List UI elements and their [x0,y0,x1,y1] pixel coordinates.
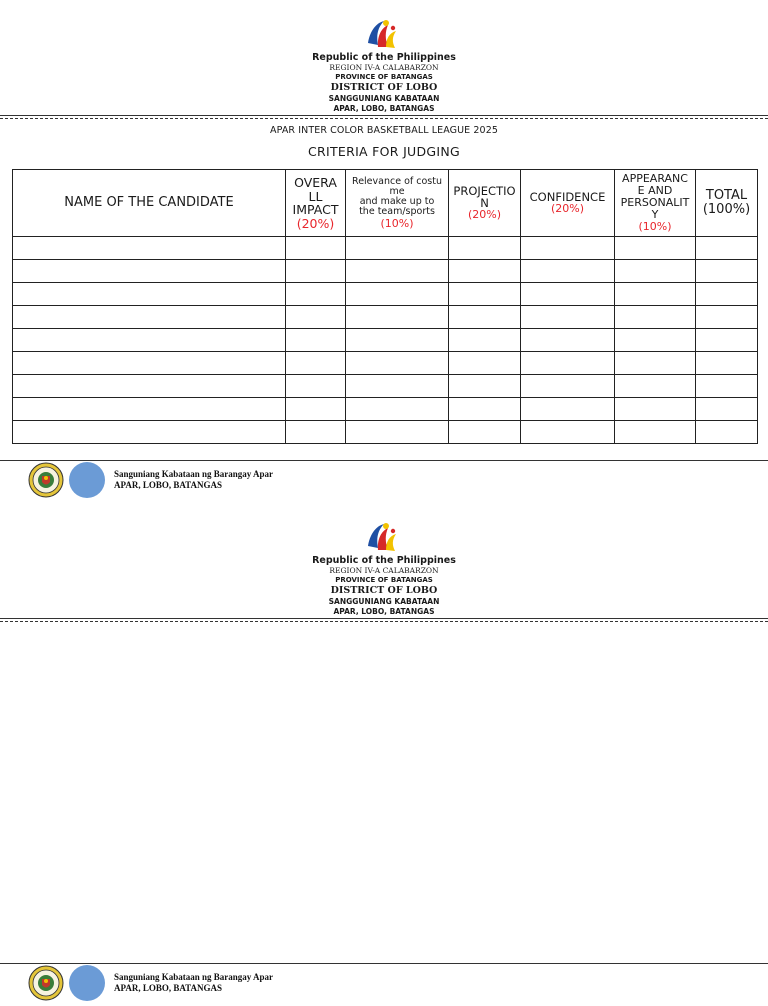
score-cell[interactable] [286,306,346,329]
col-header-projection [449,170,521,237]
score-cell[interactable] [615,260,696,283]
candidate-name-cell[interactable] [13,421,286,444]
score-cell[interactable] [346,398,449,421]
header-address: APAR, LOBO, BATANGAS [333,104,435,113]
col-label: OVERA LL IMPACT [292,175,339,217]
col-header-candidate [13,170,286,237]
header-republic: Republic of the Philippines [312,52,456,63]
score-cell[interactable] [346,329,449,352]
table-row [13,329,758,352]
score-cell[interactable] [449,329,521,352]
score-cell[interactable] [696,237,758,260]
criteria-table-body [13,237,758,444]
col-weight: (10%) [638,219,672,233]
score-cell[interactable] [346,421,449,444]
col-weight: (20%) [467,208,502,222]
table-row [13,306,758,329]
score-cell[interactable] [449,237,521,260]
score-cell[interactable] [449,375,521,398]
event-title: APAR INTER COLOR BASKETBALL LEAGUE 2025 [270,125,498,136]
score-cell[interactable] [696,283,758,306]
col-label: TOTAL (100%) [702,187,751,217]
score-cell[interactable] [521,237,615,260]
score-cell[interactable] [615,237,696,260]
col-header-relevance [346,170,449,237]
score-cell[interactable] [521,306,615,329]
col-header-confidence [521,170,615,237]
candidate-name-cell[interactable] [13,306,286,329]
col-label: NAME OF THE CANDIDATE [64,194,234,210]
col-header-total [696,170,758,237]
footer-address: APAR, LOBO, BATANGAS [114,480,223,490]
score-cell[interactable] [346,283,449,306]
footer-sk-name: Sanguniang Kabataan ng Barangay Apar [114,972,274,982]
col-label: APPEARANC E AND PERSONALIT Y [620,172,690,221]
score-cell[interactable] [521,398,615,421]
score-cell[interactable] [286,398,346,421]
score-cell[interactable] [346,375,449,398]
score-cell[interactable] [449,398,521,421]
criteria-table [12,169,758,444]
score-cell[interactable] [521,283,615,306]
footer-address: APAR, LOBO, BATANGAS [114,983,223,993]
header-sk: SANGGUNIANG KABATAAN [328,94,440,103]
candidate-name-cell[interactable] [13,329,286,352]
score-cell[interactable] [449,306,521,329]
col-label: Relevance of costu me and make up to the team/sports [352,175,442,218]
header-address: APAR, LOBO, BATANGAS [333,607,435,616]
score-cell[interactable] [449,283,521,306]
header-sk: SANGGUNIANG KABATAAN [328,597,440,606]
score-cell[interactable] [346,260,449,283]
score-cell[interactable] [286,260,346,283]
col-label: CONFIDENCE [529,189,606,204]
col-label: PROJECTIO N [453,183,516,211]
score-cell[interactable] [521,329,615,352]
score-cell[interactable] [346,306,449,329]
score-cell[interactable] [615,421,696,444]
score-cell[interactable] [449,421,521,444]
bagong-pilipinas-logo [364,17,400,53]
candidate-name-cell[interactable] [13,283,286,306]
candidate-name-cell[interactable] [13,398,286,421]
header-province: PROVINCE OF BATANGAS [335,576,433,584]
blue-circle-logo-icon [69,462,105,498]
sk-barangay-seal-icon [28,462,64,498]
footer-divider [0,460,768,461]
header-republic: Republic of the Philippines [312,555,456,566]
score-cell[interactable] [696,421,758,444]
table-row [13,283,758,306]
footer-divider [0,963,768,964]
sk-barangay-seal-icon [28,965,64,1001]
table-row [13,375,758,398]
candidate-name-cell[interactable] [13,237,286,260]
table-row [13,421,758,444]
table-row [13,398,758,421]
bagong-pilipinas-logo [364,520,400,556]
table-row [13,352,758,375]
candidate-name-cell[interactable] [13,260,286,283]
header-region: REGION IV-A CALABARZON [329,566,439,575]
score-cell[interactable] [696,306,758,329]
score-cell[interactable] [696,375,758,398]
header-district: DISTRICT OF LOBO [330,82,438,93]
score-cell[interactable] [615,329,696,352]
score-cell[interactable] [521,260,615,283]
score-cell[interactable] [615,352,696,375]
col-header-appearance [615,170,696,237]
score-cell[interactable] [449,352,521,375]
footer-sk-name: Sanguniang Kabataan ng Barangay Apar [114,469,274,479]
score-cell[interactable] [286,237,346,260]
score-cell[interactable] [696,352,758,375]
score-cell[interactable] [286,352,346,375]
header-province: PROVINCE OF BATANGAS [335,73,433,81]
score-cell[interactable] [449,260,521,283]
score-cell[interactable] [615,398,696,421]
table-row [13,237,758,260]
col-weight: (20%) [550,202,585,216]
header-district: DISTRICT OF LOBO [330,585,438,596]
score-cell[interactable] [615,375,696,398]
score-cell[interactable] [346,352,449,375]
score-cell[interactable] [521,421,615,444]
col-header-overall-impact [286,170,346,237]
candidate-name-cell[interactable] [13,352,286,375]
score-cell[interactable] [696,398,758,421]
score-cell[interactable] [286,421,346,444]
candidate-name-cell[interactable] [13,375,286,398]
header-region: REGION IV-A CALABARZON [329,63,439,72]
score-cell[interactable] [346,237,449,260]
score-cell[interactable] [286,375,346,398]
score-cell[interactable] [615,306,696,329]
score-cell[interactable] [696,260,758,283]
score-cell[interactable] [286,329,346,352]
table-row [13,260,758,283]
score-cell[interactable] [521,375,615,398]
score-cell[interactable] [615,283,696,306]
criteria-title: CRITERIA FOR JUDGING [307,144,461,159]
col-weight: (20%) [296,215,335,231]
score-cell[interactable] [696,329,758,352]
score-cell[interactable] [286,283,346,306]
blue-circle-logo-icon [69,965,105,1001]
score-cell[interactable] [521,352,615,375]
col-weight: (10%) [380,216,414,230]
